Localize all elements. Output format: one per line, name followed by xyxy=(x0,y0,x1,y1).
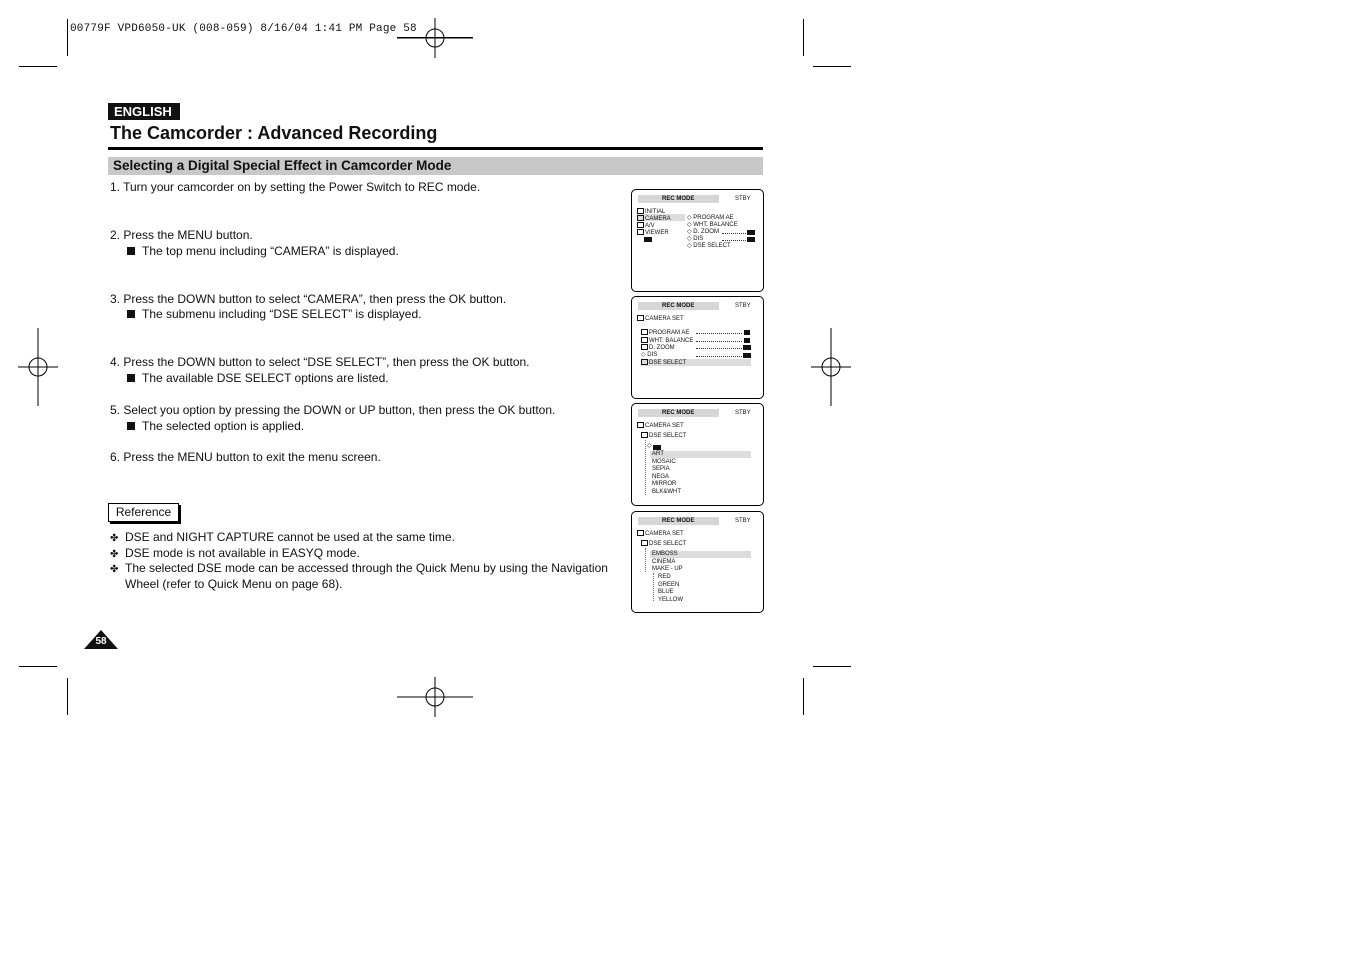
note-3 xyxy=(110,561,608,575)
makeup-green: GREEN xyxy=(658,582,680,588)
value-leader xyxy=(696,348,742,349)
bullet-square-icon xyxy=(127,422,135,430)
note-3-text: The selected DSE mode can be accessed through the Quick Menu by using the Navigation xyxy=(125,561,608,575)
step-3: 3. Press the DOWN button to select “CAMERA”, then press the OK button. xyxy=(110,292,507,306)
item-icon xyxy=(641,337,648,343)
value-leader xyxy=(696,333,742,334)
registration-mark-right xyxy=(811,328,851,406)
page-title: The Camcorder : Advanced Recording xyxy=(110,123,438,143)
option-program-ae: ◇ PROGRAM AE xyxy=(687,215,734,221)
value-leader xyxy=(696,356,742,357)
item-wht-balance: WHT. BALANCE xyxy=(641,337,693,345)
menu-icon xyxy=(637,215,644,221)
screen-header: REC MODE xyxy=(662,518,695,524)
screen-header: REC MODE xyxy=(662,410,695,416)
step-2-result-text: The top menu including “CAMERA” is displayed. xyxy=(142,244,399,258)
bullet-square-icon xyxy=(127,247,135,255)
camera-icon xyxy=(637,530,644,536)
item-dse-select: DSE SELECT xyxy=(641,359,686,367)
title-rule xyxy=(108,147,763,150)
bullet-square-icon xyxy=(127,310,135,318)
tree-line xyxy=(645,440,646,495)
reference-label: Reference xyxy=(108,503,179,522)
crop-mark xyxy=(67,19,68,56)
item-icon xyxy=(641,344,648,350)
value-leader xyxy=(722,233,746,234)
step-5-result-text: The selected option is applied. xyxy=(142,419,305,433)
option-mirror: MIRROR xyxy=(652,481,677,487)
value-block xyxy=(743,353,751,358)
step-3-result xyxy=(127,307,421,321)
step-6: 6. Press the MENU button to exit the menu screen. xyxy=(110,450,381,464)
crop-mark xyxy=(19,66,57,67)
option-blk-wht: BLK&WHT xyxy=(652,489,682,495)
menu-item-label: INITIAL xyxy=(645,209,666,215)
screen-rec-menu xyxy=(631,189,764,292)
submenu-title: CAMERA SET xyxy=(637,315,684,323)
crop-mark xyxy=(19,666,57,667)
step-4-result xyxy=(127,371,389,385)
crop-mark xyxy=(813,666,851,667)
page-number: 58 xyxy=(95,636,107,647)
option-dis: ◇ DIS xyxy=(687,236,704,242)
registration-mark-left xyxy=(18,328,58,406)
item-program-ae: PROGRAM AE xyxy=(641,329,689,337)
makeup-red: RED xyxy=(658,574,671,580)
value-block xyxy=(747,237,755,242)
selection-highlight xyxy=(650,451,751,458)
step-2: 2. Press the MENU button. xyxy=(110,228,253,242)
submenu-title: CAMERA SET xyxy=(637,422,684,430)
option-sepia: SEPIA xyxy=(652,466,670,472)
item-dis: ◇ DIS xyxy=(641,352,658,358)
screen-status: STBY xyxy=(735,303,751,309)
step-1: 1. Turn your camcorder on by setting the Power Switch to REC mode. xyxy=(110,180,481,194)
note-marker-icon: ✤ xyxy=(110,533,119,544)
value-block xyxy=(744,338,750,343)
option-off-block xyxy=(653,445,661,450)
screen-dse-select-1 xyxy=(631,403,764,506)
step-3-result-text: The submenu including “DSE SELECT” is displayed. xyxy=(142,307,422,321)
step-4-result-text: The available DSE SELECT options are listed. xyxy=(142,371,389,385)
value-leader xyxy=(696,341,742,342)
value-block xyxy=(744,330,750,335)
makeup-blue: BLUE xyxy=(658,589,674,595)
screen-camera-set xyxy=(631,296,764,399)
option-d-zoom: ◇ D. ZOOM xyxy=(687,229,719,235)
menu-icon xyxy=(637,222,644,228)
screen-status: STBY xyxy=(735,196,751,202)
option-make-up: MAKE - UP xyxy=(652,566,683,572)
menu-item-label: VIEWER xyxy=(645,230,669,236)
menu-icon xyxy=(637,208,644,214)
menu-item-label: A/V xyxy=(645,223,655,229)
option-off: ◇ xyxy=(647,443,652,449)
note-2-text: DSE mode is not available in EASYQ mode. xyxy=(125,546,360,560)
camera-icon xyxy=(637,315,644,321)
menu-item-label: CAMERA xyxy=(645,216,671,222)
item-icon xyxy=(641,359,648,365)
menu-icon xyxy=(637,229,644,235)
note-1-text: DSE and NIGHT CAPTURE cannot be used at the same time. xyxy=(125,530,455,544)
menu-item-viewer xyxy=(637,229,669,237)
step-5: 5. Select you option by pressing the DOWN or UP button, then press the OK button. xyxy=(110,403,556,417)
note-1 xyxy=(110,530,455,544)
screen-status: STBY xyxy=(735,410,751,416)
step-5-result xyxy=(127,419,304,433)
value-block xyxy=(747,230,755,235)
note-marker-icon: ✤ xyxy=(110,564,119,575)
option-cinema: CINEMA xyxy=(652,559,676,565)
crop-mark xyxy=(813,66,851,67)
crop-mark xyxy=(803,19,804,56)
submenu-sub: DSE SELECT xyxy=(641,540,686,548)
option-wht-balance: ◇ WHT. BALANCE xyxy=(687,222,738,228)
option-nega: NEGA xyxy=(652,474,670,480)
item-d-zoom: D. ZOOM xyxy=(641,344,675,352)
step-2-result xyxy=(127,244,399,258)
menu-block xyxy=(644,237,652,242)
submenu-sub: DSE SELECT xyxy=(641,432,686,440)
submenu-title: CAMERA SET xyxy=(637,530,684,538)
bullet-square-icon xyxy=(127,374,135,382)
option-mosaic: MOSAIC xyxy=(652,459,676,465)
screen-dse-select-2 xyxy=(631,511,764,613)
option-emboss: EMBOSS xyxy=(652,551,678,557)
item-icon xyxy=(641,540,648,546)
note-marker-icon: ✤ xyxy=(110,549,119,560)
value-block xyxy=(743,345,751,350)
print-header: 00779F VPD6050-UK (008-059) 8/16/04 1:41 PM Page 58 xyxy=(70,23,417,35)
crop-mark xyxy=(67,678,68,715)
option-art: ART xyxy=(652,451,664,457)
tree-line xyxy=(653,573,654,601)
camera-icon xyxy=(637,422,644,428)
option-dse-select: ◇ DSE SELECT xyxy=(687,243,731,249)
language-badge: ENGLISH xyxy=(108,103,180,120)
step-4: 4. Press the DOWN button to select “DSE SELECT”, then press the OK button. xyxy=(110,355,530,369)
screen-header: REC MODE xyxy=(662,303,695,309)
crop-mark xyxy=(803,678,804,715)
item-icon xyxy=(641,329,648,335)
registration-mark-bottom xyxy=(397,677,473,717)
tree-line xyxy=(645,548,646,572)
value-leader xyxy=(722,240,746,241)
print-header-underline xyxy=(397,37,473,38)
note-3-continued: Wheel (refer to Quick Menu on page 68). xyxy=(125,577,343,591)
item-icon xyxy=(641,432,648,438)
note-2 xyxy=(110,546,360,560)
section-title: Selecting a Digital Special Effect in Camcorder Mode xyxy=(113,158,452,173)
makeup-yellow: YELLOW xyxy=(658,597,684,603)
screen-status: STBY xyxy=(735,518,751,524)
screen-header: REC MODE xyxy=(662,196,695,202)
